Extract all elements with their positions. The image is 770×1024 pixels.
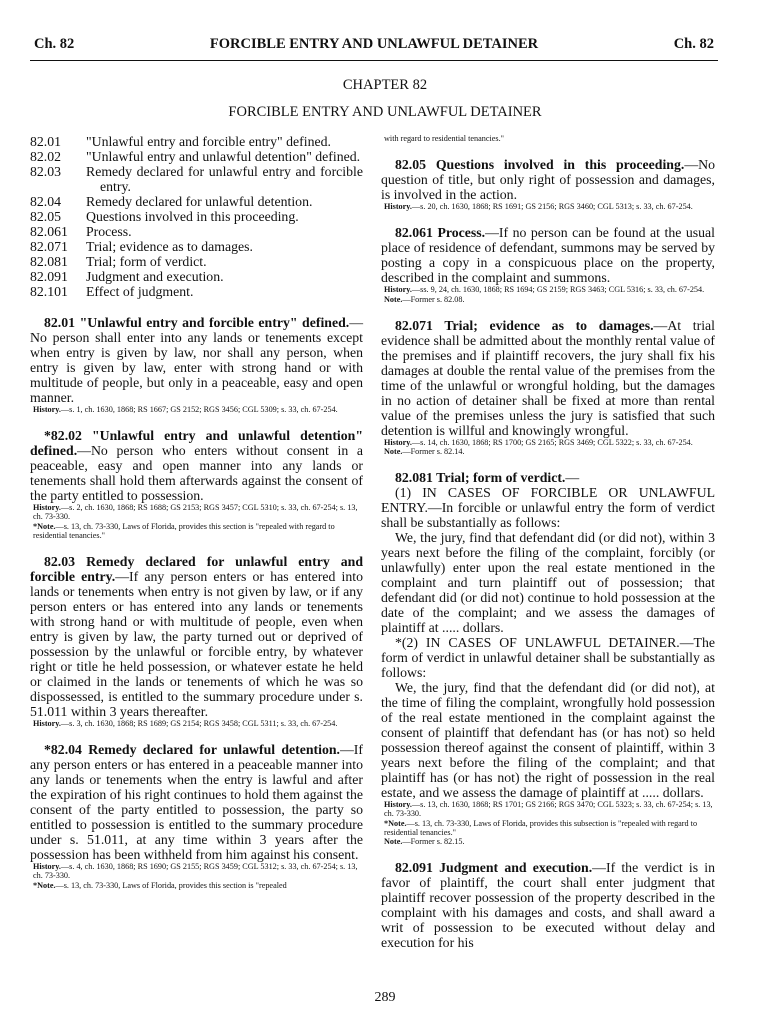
toc-number: 82.02 — [30, 149, 62, 164]
editor-note — [384, 837, 715, 846]
toc-entry — [30, 134, 363, 149]
history-note — [33, 503, 363, 521]
editor-note — [33, 522, 363, 540]
toc-title: Trial; form of verdict. — [86, 254, 207, 269]
toc-entry — [30, 254, 363, 269]
toc-title: "Unlawful entry and forcible entry" defined. — [86, 134, 331, 149]
history-label: History. — [33, 719, 61, 729]
section-heading: 82.081 Trial; form of verdict. — [395, 470, 566, 486]
toc-number: 82.05 — [30, 209, 62, 224]
toc-title: Effect of judgment. — [86, 284, 194, 299]
history-text: —s. 4, ch. 1630, 1868; RS 1690; GS 2155; RGS 3459; CGL 5312; s. 33, ch. 67-254; s. 13, ch. 73-330. — [33, 862, 358, 881]
note-text: —s. 13, ch. 73-330, Laws of Florida, provides this section is "repealed — [55, 880, 287, 890]
history-text: —s. 1, ch. 1630, 1868; RS 1667; GS 2152; RGS 3456; CGL 5309; s. 33, ch. 67-254. — [60, 405, 338, 414]
section-82-04 — [30, 742, 363, 862]
toc-title: Judgment and execution. — [86, 269, 224, 284]
editor-note — [33, 881, 363, 890]
history-text: —s. 20, ch. 1630, 1868; RS 1691; GS 2156; RGS 3460; CGL 5313; s. 33, ch. 67-254. — [411, 202, 693, 212]
section-body: —At trial evidence shall be admitted about the monthly rental value of the premises and if plaintiff recovers, the jury shall fix his damages at double the rental value of the premises from the time of the unlawful or wrongful holding, but the damages in no action of detainer shall be fixed at more than rental value of the premises unless the jury is satisfied that such detention is willful and knowingly wrongful. — [381, 317, 715, 438]
history-label: History. — [384, 285, 412, 295]
header-left: Ch. 82 — [34, 36, 75, 52]
toc-entry — [30, 209, 363, 224]
toc-number: 82.091 — [30, 269, 68, 284]
section-heading: 82.061 Process. — [395, 225, 486, 241]
section-82-091 — [381, 860, 715, 950]
history-note — [33, 719, 363, 728]
toc-entry — [30, 269, 363, 284]
verdict-subsection-1: (1) IN CASES OF FORCIBLE OR UNLAWFUL ENTRY.—In forcible or unlawful entry the form of verdict shall be substantially as follows: — [381, 485, 715, 531]
toc-title: Process. — [86, 224, 132, 239]
note-label: Note. — [384, 447, 403, 457]
section-body: —No person shall enter into any lands or tenements except when entry is given by law, nor shall any person, when entry is given by law, enter with strong hand or with multitude of people, but only in a peaceable, easy and open manner. — [30, 315, 363, 405]
toc-entry — [30, 224, 363, 239]
section-heading: 82.01 "Unlawful entry and forcible entry" defined. — [44, 315, 350, 330]
editor-note — [384, 819, 715, 837]
toc-entry — [30, 194, 363, 209]
toc-entry — [30, 284, 363, 299]
toc-number: 82.04 — [30, 194, 62, 209]
section-82-081 — [381, 470, 715, 485]
history-label: History. — [384, 202, 412, 212]
note-text: —s. 13, ch. 73-330, Laws of Florida, provides this subsection is "repealed with regard to residential tenancies." — [384, 818, 698, 837]
history-note — [33, 405, 363, 414]
note-label: *Note. — [384, 818, 407, 828]
editor-note-continued: with regard to residential tenancies." — [384, 134, 504, 143]
section-body: —No question of title, but only right of possession and damages, is involved in the action. — [381, 157, 715, 203]
chapter-title: FORCIBLE ENTRY AND UNLAWFUL DETAINER — [228, 104, 542, 120]
note-label: *Note. — [33, 880, 56, 890]
history-text: —ss. 9, 24, ch. 1630, 1868; RS 1694; GS 2159; RGS 3463; CGL 5316; s. 33, ch. 67-254. — [411, 285, 705, 295]
toc-title: Questions involved in this proceeding. — [86, 209, 299, 224]
section-body: —No person who enters without consent in a peaceable, easy and open manner into any lands or tenements shall hold them afterwards against the consent of the party entitled to possession. — [30, 443, 363, 504]
section-body: —If no person can be found at the usual place of residence of defendant, summons may be served by posting a copy in a conspicuous place on the property, described in the complaint and summons. — [381, 225, 716, 286]
editor-note — [384, 295, 715, 304]
toc-entry — [30, 149, 363, 164]
history-text: —s. 14, ch. 1630, 1868; RS 1700; GS 2165; RGS 3469; CGL 5322; s. 33, ch. 67-254. — [411, 437, 693, 447]
section-82-071 — [381, 318, 715, 438]
page-number: 289 — [374, 990, 396, 1005]
history-note — [384, 202, 715, 211]
history-note — [384, 438, 715, 447]
toc-title: Trial; evidence as to damages. — [86, 239, 253, 254]
history-label: History. — [384, 437, 412, 447]
section-body: —If the verdict is in favor of plaintiff, the court shall enter judgment that plaintiff recover possession of the property described in the complaint with his damages and costs, and shall award a writ of possession to be executed without delay and execution for his — [381, 860, 715, 951]
section-body: —If any person enters or has entered into lands or tenements when entry is not given by law, or if any person enters or has entered into any lands or tenements with strong hand or with multitude of people, even when entry is given by law, the party turned out or deprived of possession by the unlawful or forcible entry, by whatever right or title he held possession, or whatever estate he held or claimed in the lands or tenements of which he was so dispossessed, is entitled to the summary procedure under s. 51.011 within 3 years thereafter. — [30, 569, 363, 720]
left-column — [30, 134, 363, 890]
section-heading: 82.071 Trial; evidence as to damages. — [395, 317, 654, 333]
chapter-label: CHAPTER 82 — [342, 77, 428, 93]
note-label: Note. — [384, 294, 403, 304]
history-text: —s. 13, ch. 1630, 1868; RS 1701; GS 2166; RGS 3470; CGL 5323; s. 33, ch. 67-254; s. 13, ch. 73-330. — [384, 800, 713, 819]
note-label: Note. — [384, 837, 403, 847]
history-note — [384, 800, 715, 818]
toc-title: Remedy declared for unlawful detention. — [86, 194, 313, 209]
verdict-subsection-2: *(2) IN CASES OF UNLAWFUL DETAINER.—The form of verdict in unlawful detainer shall be substantially as follows: — [381, 635, 715, 681]
section-heading: *82.04 Remedy declared for unlawful detention. — [44, 742, 340, 758]
right-column — [381, 134, 715, 950]
history-note — [33, 862, 363, 880]
toc-entry — [30, 164, 363, 194]
section-heading: 82.05 Questions involved in this proceeding. — [395, 157, 685, 173]
history-note — [384, 285, 715, 294]
history-label: History. — [33, 503, 61, 513]
toc-title: "Unlawful entry and unlawful detention" defined. — [86, 149, 361, 164]
note-label: *Note. — [33, 521, 56, 531]
history-text: —s. 2, ch. 1630, 1868; RS 1688; GS 2153; RGS 3457; CGL 5310; s. 33, ch. 67-254; s. 13, ch. 73-330. — [33, 503, 358, 522]
section-82-01 — [30, 315, 363, 405]
section-82-061 — [381, 225, 715, 285]
history-label: History. — [33, 405, 61, 414]
section-heading: 82.091 Judgment and execution. — [395, 860, 593, 876]
toc-number: 82.03 — [30, 164, 62, 179]
header-rule — [30, 60, 718, 61]
note-text: —s. 13, ch. 73-330, Laws of Florida, provides this section is "repealed with regard to residential tenancies." — [33, 521, 335, 540]
toc-number: 82.101 — [30, 284, 68, 299]
verdict-form-1: We, the jury, find that defendant did (or did not), within 3 years next before the filing of the complaint, forcibly (or unlawfully) enter upon the real estate mentioned in the complaint and turn plaintiff out of possession; that defendant did (or did not) continue to hold possession at the date of the complaint; and we assess the damages of plaintiff at ..... dollars. — [381, 530, 715, 636]
toc-number: 82.061 — [30, 224, 68, 239]
verdict-form-2: We, the jury, find that the defendant did (or did not), at the time of filing the complaint, wrongfully hold possession of the real estate mentioned in the complaint against the consent of plaintiff that defendant has (or has not) so held possession thereof against the consent of plaintiff, within 3 years next before the filing of the complaint; and that plaintiff has (or has not) the right of possession in the real estate, and we assess the damage of plaintiff at ..... dollars. — [381, 680, 715, 801]
editor-note — [384, 447, 715, 456]
header-right: Ch. 82 — [673, 36, 714, 52]
history-label: History. — [384, 800, 412, 810]
toc-number: 82.081 — [30, 254, 68, 269]
toc-title: Remedy declared for unlawful entry and forcible entry. — [86, 164, 363, 194]
section-body: —If any person enters or has entered in a peaceable manner into any lands or tenements when the entry is lawful and after the expiration of his right continues to hold them against the consent of the party entitled to possession, the party so entitled to possession is entitled to the summary procedure under s. 51.011, at any time within 3 years after the possession has been withheld from him against his consent. — [30, 742, 363, 863]
running-header — [34, 36, 714, 54]
history-label: History. — [33, 862, 61, 872]
note-text: —Former s. 82.14. — [402, 447, 465, 457]
section-heading: 82.03 Remedy declared for unlawful entry and forcible entry. — [30, 554, 363, 585]
note-text: —Former s. 82.15. — [402, 837, 465, 847]
toc-number: 82.01 — [30, 134, 62, 149]
section-heading: *82.02 "Unlawful entry and unlawful detention" defined. — [30, 428, 363, 459]
toc-number: 82.071 — [30, 239, 68, 254]
note-text: —Former s. 82.08. — [402, 294, 465, 304]
header-title: FORCIBLE ENTRY AND UNLAWFUL DETAINER — [209, 36, 539, 52]
section-82-05 — [381, 157, 715, 202]
section-82-02 — [30, 428, 363, 503]
table-of-contents — [30, 134, 363, 299]
section-heading-dash: — — [565, 470, 580, 486]
section-82-03 — [30, 554, 363, 719]
history-text: —s. 3, ch. 1630, 1868; RS 1689; GS 2154; RGS 3458; CGL 5311; s. 33, ch. 67-254. — [60, 719, 338, 729]
toc-entry — [30, 239, 363, 254]
